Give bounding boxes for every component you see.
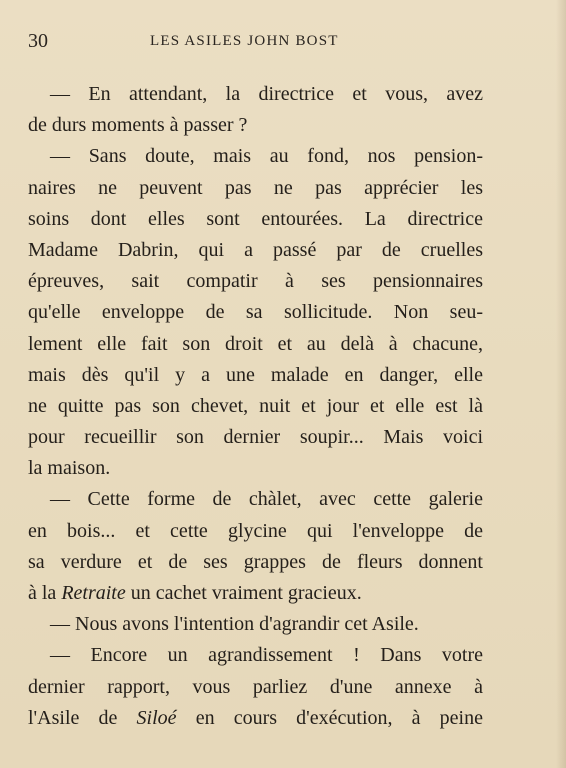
text-line: — Nous avons l'intention d'agrandir cet Asile. <box>50 613 419 636</box>
text-line: pour recueillir son dernier soupir... Mais voici <box>28 426 483 449</box>
italic-place-name: Retraite <box>61 582 126 604</box>
text-line: ne quitte pas son chevet, nuit et jour et elle est là <box>28 394 483 417</box>
text-run: l'Asile de <box>28 706 137 729</box>
page-number: 30 <box>28 30 48 52</box>
text-line: dernier rapport, vous parliez d'une annexe à <box>28 675 483 698</box>
text-line: — Encore un agrandissement ! Dans votre <box>50 644 483 667</box>
italic-place-name: Siloé <box>136 706 177 729</box>
text-line: sa verdure et de ses grappes de fleurs donnent <box>28 550 483 573</box>
text-run: un cachet vraiment gracieux. <box>125 582 362 604</box>
running-head: LES ASILES JOHN BOST <box>150 33 339 49</box>
text-line: lement elle fait son droit et au delà à chacune, <box>28 332 483 355</box>
text-line: soins dont elles sont entourées. La directrice <box>28 207 483 230</box>
page-header <box>28 30 548 52</box>
text-line: qu'elle enveloppe de sa sollicitude. Non seu- <box>28 301 483 324</box>
text-line: mais dès qu'il y a une malade en danger, elle <box>28 363 483 386</box>
text-line: la maison. <box>28 457 111 480</box>
text-line: — Sans doute, mais au fond, nos pension- <box>50 145 483 168</box>
text-line <box>28 578 483 609</box>
text-line: épreuves, sait compatir à ses pensionnaires <box>28 270 483 293</box>
text-line: — Cette forme de chàlet, avec cette galerie <box>50 488 483 511</box>
text-line: naires ne peuvent pas ne pas apprécier les <box>28 176 483 199</box>
text-line: Madame Dabrin, qui a passé par de cruelles <box>28 238 483 261</box>
text-run: à la <box>28 582 62 604</box>
text-run: en cours d'exécution, à peine <box>176 706 483 729</box>
text-line: en bois... et cette glycine qui l'enveloppe de <box>28 519 483 542</box>
body-text <box>28 79 483 734</box>
text-line: de durs moments à passer ? <box>28 114 248 137</box>
text-line: — En attendant, la directrice et vous, avez <box>50 83 483 105</box>
page-edge-shadow <box>556 0 566 768</box>
text-line <box>28 703 483 734</box>
